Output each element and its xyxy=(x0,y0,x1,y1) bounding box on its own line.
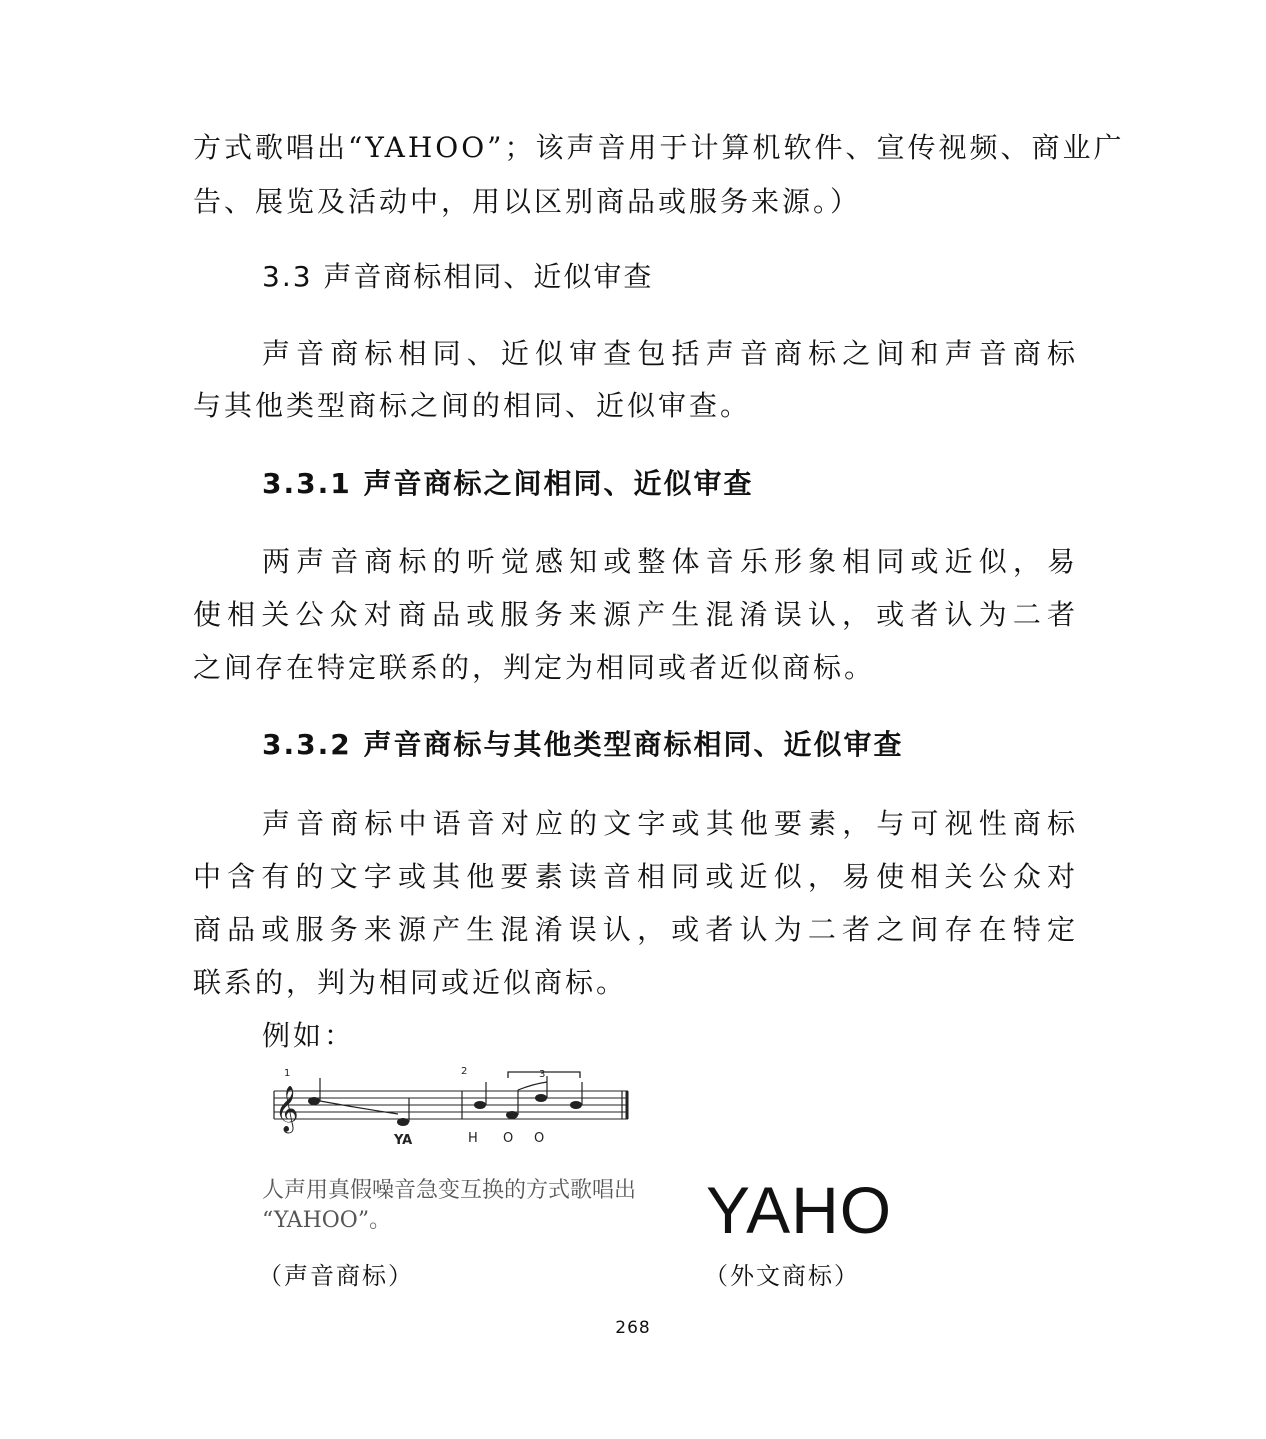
para-3-3-2-line-3: 商品或服务来源产生混淆误认，或者认为二者之间存在特定 xyxy=(193,913,1078,946)
triplet-number: 3 xyxy=(539,1069,546,1080)
note-1 xyxy=(308,1097,320,1105)
para-3-3-2-line-1: 声音商标中语音对应的文字或其他要素，与可视性商标 xyxy=(262,807,1078,840)
note-3 xyxy=(474,1101,486,1109)
para-3-3-1-line-1: 两声音商标的听觉感知或整体音乐形象相同或近似，易 xyxy=(262,545,1078,578)
para-3-3-2-line-2: 中含有的文字或其他要素读音相同或近似，易使相关公众对 xyxy=(193,860,1078,893)
note-4 xyxy=(506,1111,518,1119)
continuation-line-2: 告、展览及活动中，用以区别商品或服务来源。） xyxy=(193,185,862,218)
para-3-3-1-line-3: 之间存在特定联系的，判定为相同或者近似商标。 xyxy=(193,651,876,684)
heading-3-3: 3.3 声音商标相同、近似审查 xyxy=(262,260,654,293)
lyric-ya: YA xyxy=(394,1133,413,1148)
example-intro: 例如： xyxy=(262,1019,356,1052)
heading-3-3-1: 3.3.1 声音商标之间相同、近似审查 xyxy=(262,467,754,500)
sound-mark-caption-line-2: “YAHOO”。 xyxy=(262,1208,392,1233)
para-3-3-2-line-4: 联系的，判为相同或近似商标。 xyxy=(193,966,628,999)
para-3-3-1-line-2: 使相关公众对商品或服务来源产生混淆误认，或者认为二者 xyxy=(193,598,1078,631)
treble-clef-icon: 𝄞 xyxy=(275,1086,299,1132)
lyric-o-2: O xyxy=(534,1131,545,1146)
continuation-line-1: 方式歌唱出“YAHOO”；该声音用于计算机软件、宣传视频、商业广 xyxy=(193,131,1125,164)
beam-slur xyxy=(518,1082,547,1090)
foreign-mark-label: （外文商标） xyxy=(704,1262,860,1290)
para-3-3-line-1: 声音商标相同、近似审查包括声音商标之间和声音商标 xyxy=(262,337,1078,370)
page-number: 268 xyxy=(615,1318,651,1338)
note-2 xyxy=(397,1118,409,1126)
measure-number-1: 1 xyxy=(284,1068,291,1079)
foreign-word-mark: YAHO xyxy=(706,1173,893,1247)
sound-mark-label: （声音商标） xyxy=(258,1262,414,1290)
note-5 xyxy=(535,1094,547,1102)
note-6 xyxy=(570,1101,582,1109)
lyric-o-1: O xyxy=(503,1131,514,1146)
heading-3-3-2: 3.3.2 声音商标与其他类型商标相同、近似审查 xyxy=(262,728,904,761)
sound-mark-caption xyxy=(262,1176,636,1236)
lyric-h: H xyxy=(468,1131,478,1146)
sound-mark-caption-line-1: 人声用真假噪音急变互换的方式歌唱出 xyxy=(262,1178,637,1203)
para-3-3-line-2: 与其他类型商标之间的相同、近似审查。 xyxy=(193,389,752,422)
measure-number-2: 2 xyxy=(461,1066,468,1077)
